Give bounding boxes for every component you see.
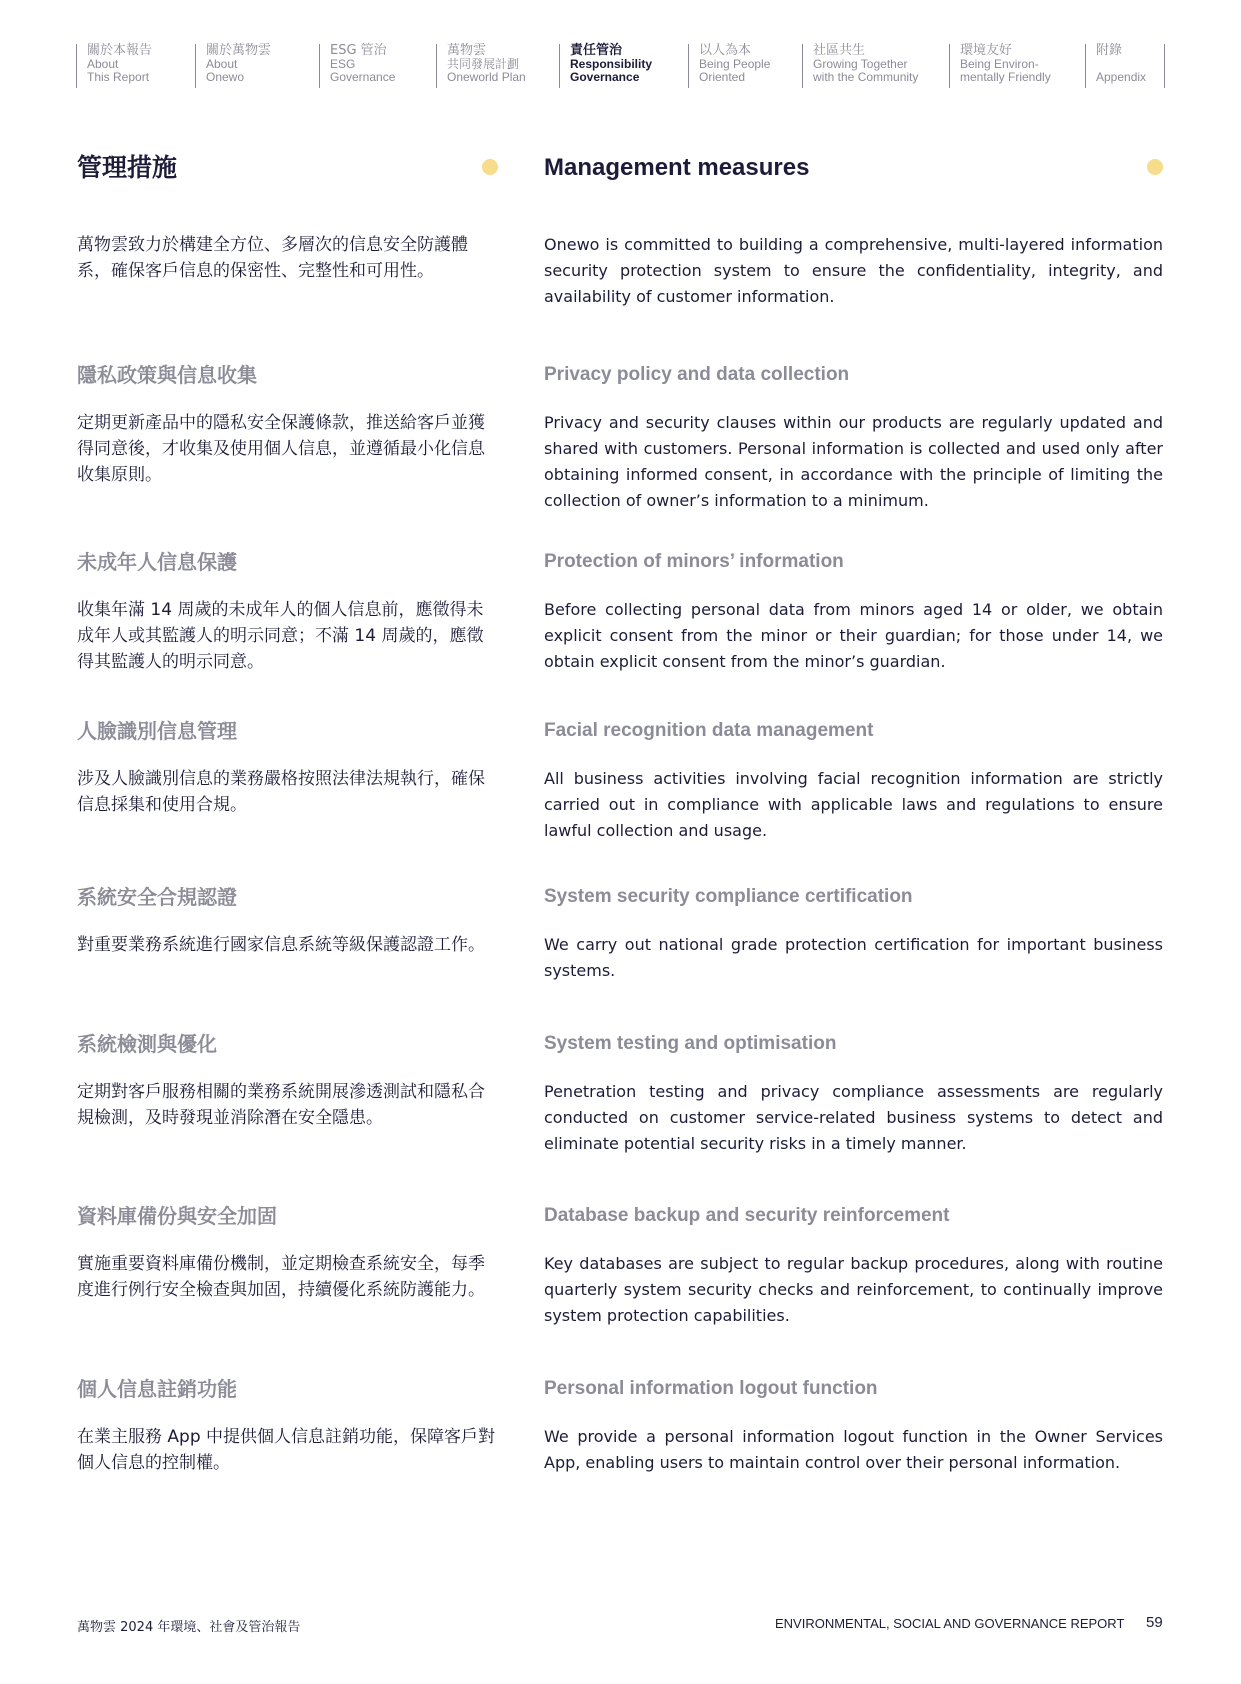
section-security-certification-zh <box>77 882 498 958</box>
section-minors-protection-en <box>544 547 1163 675</box>
nav-item-en-label-2: Oneworld Plan <box>447 69 526 84</box>
section-title: 系統檢測與優化 <box>77 1032 217 1056</box>
section-title: 未成年人信息保護 <box>77 550 237 574</box>
section-facial-recognition-zh <box>77 716 498 818</box>
section-body: 對重要業務系統進行國家信息系統等級保護認證工作。 <box>77 935 485 955</box>
section-body: Penetration testing and privacy compliance assessments are regularly conducted on customer service-related business systems to detect and eliminate potential security risks in a timely manner. <box>544 1082 1163 1153</box>
nav-item-responsibility-governance[interactable] <box>559 44 688 88</box>
section-body: All business activities involving facial recognition information are strictly carried out in compliance with applicable laws and regulations to ensure lawful collection and usage. <box>544 769 1163 840</box>
nav-item-en-label-2: mentally Friendly <box>960 69 1051 84</box>
section-system-testing-en <box>544 1029 1163 1157</box>
nav-item-being-people-oriented[interactable] <box>688 44 802 88</box>
section-facial-recognition-en <box>544 716 1163 844</box>
page-number: 59 <box>1146 1614 1163 1631</box>
nav-item-en-label-1: Being Environ- <box>960 57 1039 71</box>
nav-item-en-label-2: Governance <box>570 69 640 84</box>
nav-item-appendix[interactable] <box>1085 44 1165 88</box>
section-body: 定期更新產品中的隱私安全保護條款，推送給客戶並獲得同意後，才收集及使用個人信息，並遵循最小化信息收集原則。 <box>77 413 485 485</box>
nav-item-en-label-1: About <box>206 57 238 71</box>
section-body: 涉及人臉識別信息的業務嚴格按照法律法規執行，確保信息採集和使用合規。 <box>77 769 485 815</box>
section-title: 隱私政策與信息收集 <box>77 363 257 387</box>
yellow-dot-icon <box>482 159 498 175</box>
english-column-header <box>544 148 1163 188</box>
section-logout-function-en <box>544 1374 1163 1476</box>
chinese-column-header <box>77 148 498 188</box>
nav-item-en-label-2: Appendix <box>1096 69 1147 84</box>
section-security-certification-en <box>544 882 1163 984</box>
section-title: System security compliance certification <box>544 886 913 907</box>
nav-item-growing-together[interactable] <box>802 44 949 88</box>
section-title: 人臉識別信息管理 <box>77 719 237 743</box>
section-body: 實施重要資料庫備份機制，並定期檢查系統安全，每季度進行例行安全檢查與加固，持續優化系統防護能力。 <box>77 1254 485 1300</box>
top-navigation <box>76 44 1165 88</box>
nav-item-en-label-1: Being People <box>699 57 771 71</box>
nav-item-en-label-1: Responsibility <box>570 57 653 71</box>
nav-item-esg-governance[interactable] <box>319 44 436 88</box>
footer-report-title-en: ENVIRONMENTAL, SOCIAL AND GOVERNANCE REPORT <box>775 1616 1125 1631</box>
nav-item-oneworld-plan[interactable] <box>436 44 559 88</box>
section-system-testing-zh <box>77 1029 498 1131</box>
section-body: 定期對客戶服務相關的業務系統開展滲透測試和隱私合規檢測，及時發現並消除潛在安全隱患。 <box>77 1082 485 1128</box>
section-database-backup-en <box>544 1201 1163 1329</box>
page-title-en: Management measures <box>544 154 810 181</box>
nav-item-zh-label: 責任管治 <box>570 43 623 58</box>
nav-item-about-onewo[interactable] <box>195 44 319 88</box>
nav-item-zh-label: 關於本報告 <box>87 43 153 58</box>
section-title: 系統安全合規認證 <box>77 885 237 909</box>
section-body: We provide a personal information logout function in the Owner Services App, enabling users to maintain control over their personal information. <box>544 1427 1163 1472</box>
section-title: Protection of minors’ information <box>544 551 844 572</box>
section-privacy-policy-zh <box>77 360 498 488</box>
nav-item-zh-label: 關於萬物雲 <box>206 43 272 58</box>
nav-item-en-label-2: Governance <box>330 69 396 84</box>
nav-item-en-label-1: Growing Together <box>813 57 908 71</box>
intro-paragraph-en: Onewo is committed to building a comprehensive, multi-layered information security protection system to ensure the confidentiality, integrity, and availability of customer information. <box>544 235 1163 306</box>
nav-item-en-label-1 <box>1096 58 1164 71</box>
intro-paragraph-zh: 萬物雲致力於構建全方位、多層次的信息安全防護體系，確保客戶信息的保密性、完整性和可用性。 <box>77 235 468 281</box>
nav-item-zh-label: 以人為本 <box>699 43 752 58</box>
chinese-column <box>77 148 498 1473</box>
section-database-backup-zh <box>77 1201 498 1303</box>
section-logout-function-zh <box>77 1374 498 1476</box>
page-title-zh: 管理措施 <box>77 153 178 182</box>
nav-item-en-label-2: Onewo <box>206 69 245 84</box>
nav-item-environmentally-friendly[interactable] <box>949 44 1085 88</box>
nav-item-zh-label: 附錄 <box>1096 43 1123 58</box>
section-body: We carry out national grade protection certification for important business systems. <box>544 935 1163 980</box>
section-body: Privacy and security clauses within our products are regularly updated and shared with customers. Personal information is collected and used only after obtaining informed consent, in accordance with the principle of limiting the collection of owner’s information to a minimum. <box>544 413 1163 510</box>
section-title: 資料庫備份與安全加固 <box>77 1204 277 1228</box>
section-minors-protection-zh <box>77 547 498 675</box>
section-title: Facial recognition data management <box>544 720 874 741</box>
nav-item-zh-label: 萬物雲 <box>447 43 487 58</box>
section-privacy-policy-en <box>544 360 1163 514</box>
nav-item-en-label-1: About <box>87 57 119 71</box>
footer-report-title-zh: 萬物雲 2024 年環境、社會及管治報告 <box>77 1620 301 1635</box>
section-body: Before collecting personal data from minors aged 14 or older, we obtain explicit consent from the minor or their guardian; for those under 14, we obtain explicit consent from the minor’s guardian. <box>544 600 1163 671</box>
nav-item-en-label-2: This Report <box>87 69 150 84</box>
nav-item-zh-label: 環境友好 <box>960 43 1013 58</box>
section-title: Privacy policy and data collection <box>544 364 850 385</box>
section-body: Key databases are subject to regular backup procedures, along with routine quarterly system security checks and reinforcement, to continually improve system protection capabilities. <box>544 1254 1163 1325</box>
section-title: System testing and optimisation <box>544 1033 837 1054</box>
section-title: Database backup and security reinforcement <box>544 1205 950 1226</box>
section-body: 收集年滿 14 周歲的未成年人的個人信息前，應徵得未成年人或其監護人的明示同意；不滿 14 周歲的，應徵得其監護人的明示同意。 <box>77 600 484 672</box>
section-title: Personal information logout function <box>544 1378 878 1399</box>
nav-item-en-label-1: 共同發展計劃 <box>447 57 520 71</box>
english-column <box>544 148 1163 1472</box>
section-body: 在業主服務 App 中提供個人信息註銷功能，保障客戶對個人信息的控制權。 <box>77 1427 496 1473</box>
yellow-dot-icon <box>1147 159 1163 175</box>
nav-item-zh-label: ESG 管治 <box>330 43 387 58</box>
nav-item-zh-label: 社區共生 <box>813 43 866 58</box>
nav-item-en-label-1: ESG <box>330 57 356 71</box>
section-title: 個人信息註銷功能 <box>77 1377 237 1401</box>
nav-item-en-label-2: with the Community <box>813 69 919 84</box>
nav-item-about-report[interactable] <box>76 44 195 88</box>
nav-item-en-label-2: Oriented <box>699 69 746 84</box>
